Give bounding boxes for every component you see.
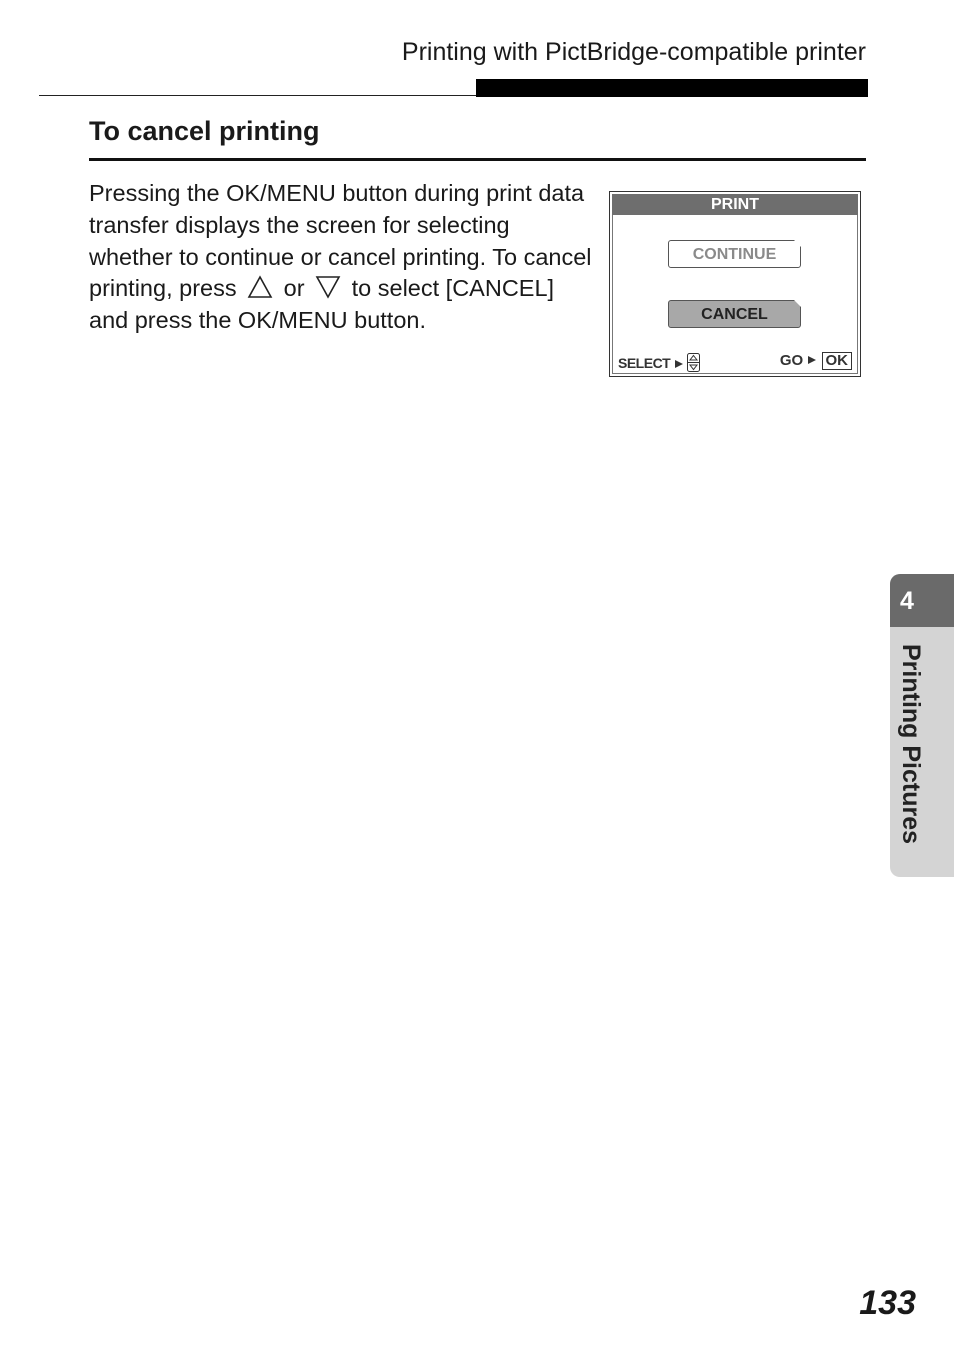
body-text-part2: to select [CANCEL] and press the OK/MENU button. [89,275,555,334]
page-number: 133 [859,1284,916,1322]
cancel-option[interactable]: CANCEL [668,300,801,328]
screen-border [612,194,858,374]
up-triangle-icon [247,275,273,299]
header-rule-thin [39,95,479,96]
screen-footer-select [618,353,700,372]
go-label: GO [779,352,804,369]
body-text-or: or [283,275,305,302]
continue-option[interactable]: CONTINUE [668,240,801,268]
section-heading: To cancel printing [89,116,320,146]
ok-key-icon: OK [822,352,853,370]
arrow-right-icon [674,359,684,369]
header-title: Printing with PictBridge-compatible printer [401,38,866,66]
screen-title: PRINT [612,194,858,215]
screen-footer-go [780,352,852,370]
chapter-number: 4 [890,574,954,627]
up-down-key-icon [687,353,700,372]
camera-screen [609,191,861,377]
body-paragraph [89,178,594,337]
heading-underline [89,158,866,161]
arrow-right-icon [807,355,817,365]
down-triangle-icon [315,275,341,299]
chapter-label: Printing Pictures [897,644,925,845]
body-text-part1: Pressing the OK/MENU button during print data transfer displays the screen for selecting whether to continue or cancel printing. To cancel printing, press [89,180,592,302]
select-label: SELECT [618,355,671,371]
header-rule-thick [476,79,868,97]
